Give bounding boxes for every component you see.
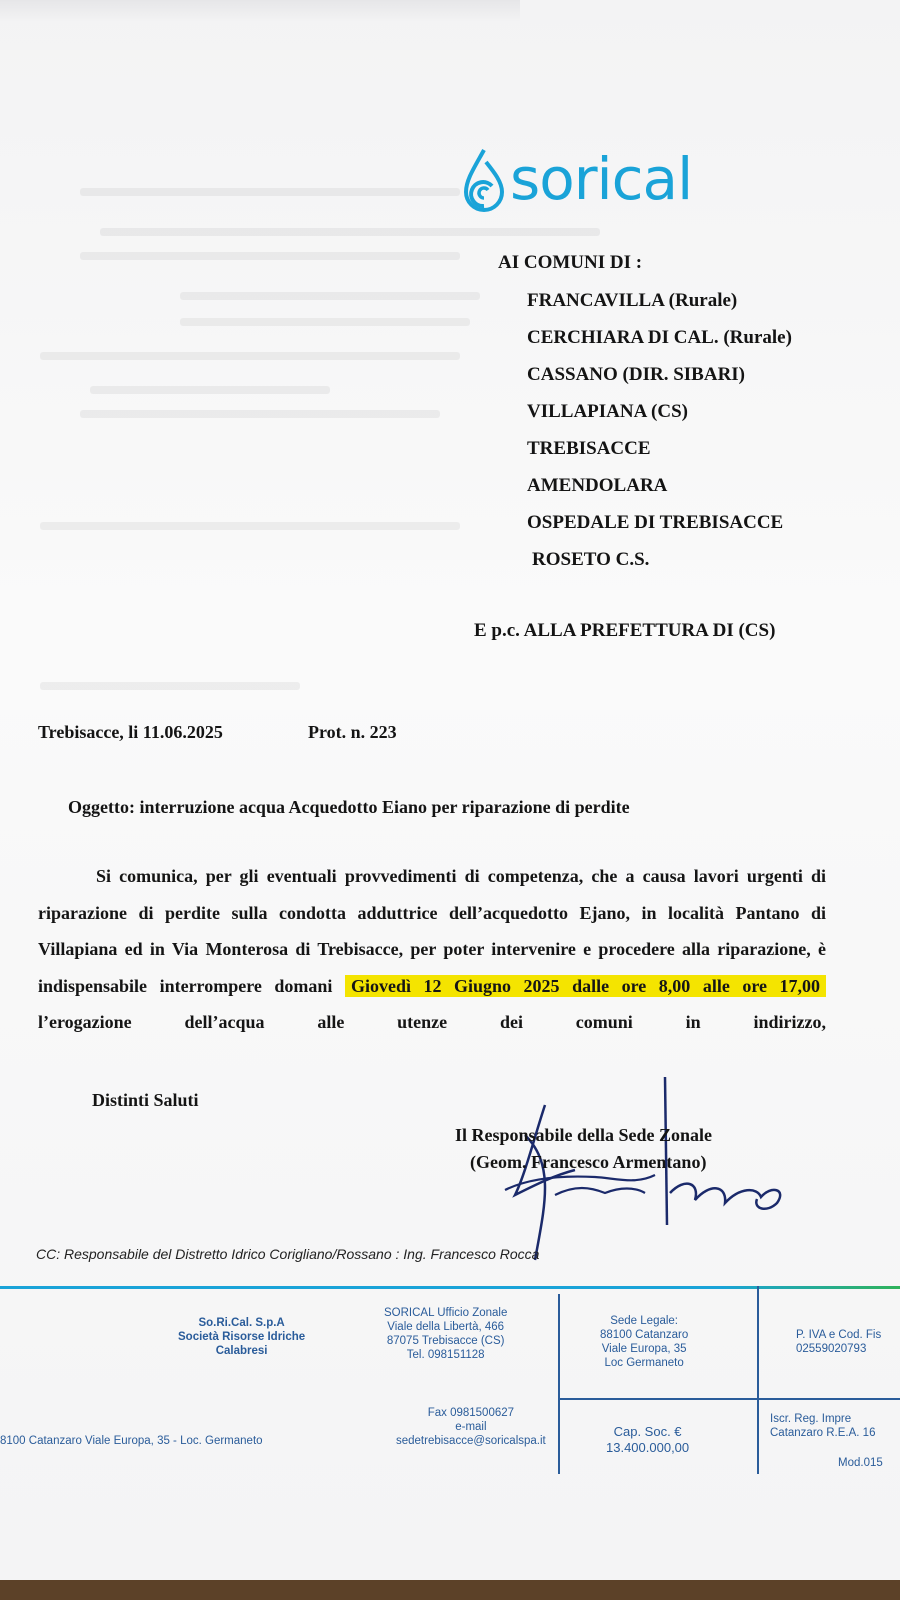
footer-divider [558,1294,560,1474]
footer-rule [0,1286,900,1289]
recipient-item: CASSANO (DIR. SIBARI) [527,364,746,385]
body-text-end: l’erogazione dell’acqua alle utenze dei comuni in indirizzo, [38,1012,826,1032]
place-date: Trebisacce, li 11.06.2025 [38,722,223,742]
recipient-item: AMENDOLARA [527,475,668,496]
water-drop-icon [462,148,506,218]
footer-legal-seat: Sede Legale: 88100 Catanzaro Viale Europa, 35 Loc Germaneto [600,1315,689,1369]
prefettura-cc: E p.c. ALLA PREFETTURA DI (CS) [474,620,776,641]
protocol-number: Prot. n. 223 [308,722,397,742]
subject-line: Oggetto: interruzione acqua Acquedotto Eiano per riparazione di perdite [68,797,630,817]
signatory-name: (Geom. Francesco Armentano) [470,1152,707,1172]
footer-registry: Iscr. Reg. Impre Catanzaro R.E.A. 16 [770,1413,876,1439]
recipient-item: VILLAPIANA (CS) [527,401,688,422]
body-text-start: Si comunica, per gli eventuali provvedimenti di competenza, che a causa lavori urgenti di riparazione di perdite sulla condotta adduttrice dell’acquedotto Ejano, in località Pantano di Villapiana ed in Via Monterosa di Trebisacce, per poter intervenire e procedere alla riparazione, è indispensabile interrompere domani [38,866,826,996]
footer-capital: Cap. Soc. € 13.400.000,00 [606,1424,690,1455]
recipient-item: CERCHIARA DI CAL. (Rurale) [527,327,792,348]
recipient-item: FRANCAVILLA (Rurale) [527,290,738,311]
logo-wordmark: sorical [510,145,693,213]
letterhead-footer [0,1286,900,1486]
highlighted-date: Giovedì 12 Giugno 2025 dalle ore 8,00 alle ore 17,00 [345,975,826,997]
footer-office: SORICAL Ufficio Zonale Viale della Libertà, 466 87075 Trebisacce (CS) Tel. 098151128 [384,1307,508,1361]
table-edge [0,1580,900,1600]
footer-company: So.Ri.Cal. S.p.A Società Risorse Idriche Calabresi [178,1317,306,1357]
footer-vat: P. IVA e Cod. Fis 02559020793 [796,1329,882,1355]
recipients-title: AI COMUNI DI : [498,252,643,273]
recipient-item: ROSETO C.S. [532,549,650,570]
cc-line: CC: Responsabile del Distretto Idrico Corigliano/Rossano : Ing. Francesco Rocca [36,1246,540,1262]
form-code: Mod.015 [838,1457,883,1469]
footer-divider [558,1398,900,1400]
signatory-role: Il Responsabile della Sede Zonale [455,1125,713,1145]
sorical-logo [462,145,693,218]
closing-salutation: Distinti Saluti [92,1090,199,1110]
recipient-item: TREBISACCE [527,438,651,459]
recipient-item: OSPEDALE DI TREBISACCE [527,512,784,533]
body-paragraph [38,858,826,1041]
footer-divider [757,1286,759,1474]
footer-address: 8100 Catanzaro Viale Europa, 35 - Loc. Germaneto [0,1435,263,1447]
footer-contact: Fax 0981500627 e-mail sedetrebisacce@soricalspa.it [396,1407,546,1447]
paper-fold [0,0,520,22]
